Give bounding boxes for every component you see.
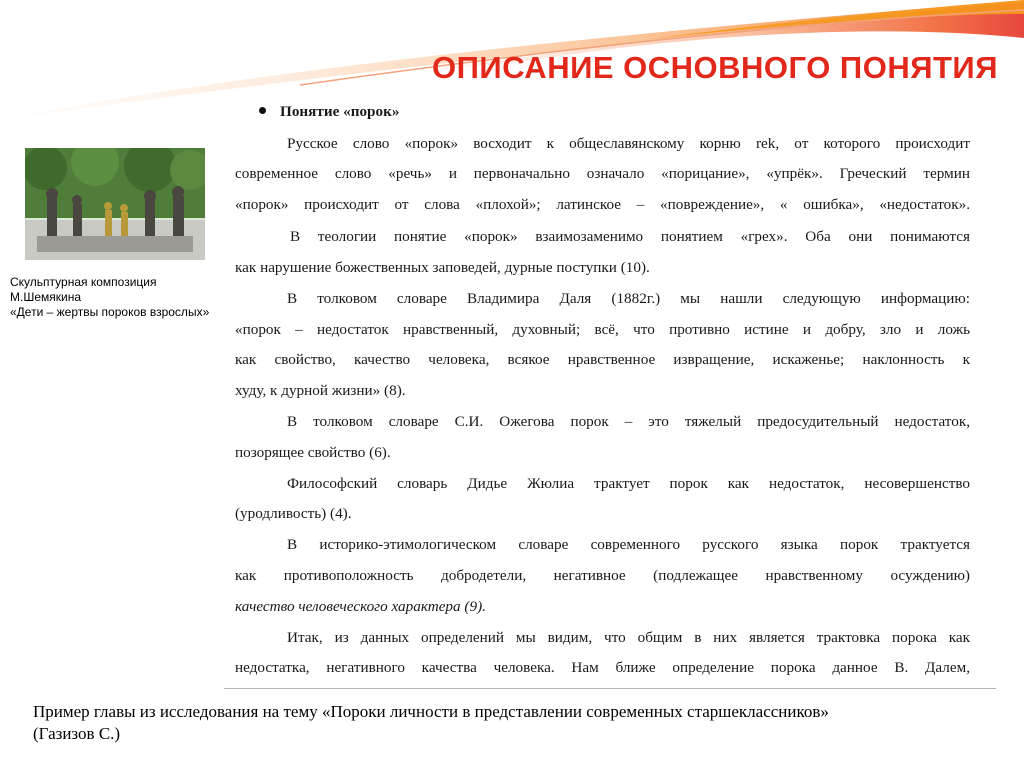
doc-line: как свойство, качество человека, всякое нравственное извращение, искаженье; наклонность к (235, 351, 970, 368)
doc-line: как нарушение божественных заповедей, дурные поступки (10). (235, 259, 650, 276)
footer-line-2: (Газизов С.) (33, 724, 121, 743)
doc-line: «порок – недостаток нравственный, духовный; всё, что противно истине и добру, зло и ложь (235, 321, 970, 338)
caption-line: М.Шемякина (10, 290, 82, 304)
caption-line: Скульптурная композиция (10, 275, 157, 289)
pedestal (37, 236, 193, 252)
doc-line: В толковом словаре Владимира Даля (1882г.) мы нашли следующую информацию: (287, 290, 970, 307)
doc-line: позорящее свойство (6). (235, 444, 391, 461)
bullet-heading (259, 103, 399, 121)
doc-line: В толковом словаре С.И. Ожегова порок – это тяжелый предосудительный недостаток, (287, 413, 970, 430)
doc-line: недостатка, негативного качества человека. Нам ближе определение порока данное В. Далем, (235, 659, 970, 676)
doc-line: (уродливость) (4). (235, 505, 352, 522)
doc-line: Философский словарь Дидье Жюлиа трактует порок как недостаток, несовершенство (287, 475, 970, 492)
doc-line: Русское слово «порок» восходит к общеславянскому корню rek, от которого происходит (287, 135, 970, 152)
doc-line: худу, к дурной жизни» (8). (235, 382, 406, 399)
doc-line: как противоположность добродетели, негативное (подлежащее нравственному осуждению) (235, 567, 970, 584)
separator-line (224, 688, 996, 689)
doc-line: В теологии понятие «порок» взаимозаменимо понятием «грех». Оба они понимаются (290, 228, 970, 245)
bullet-dot (259, 107, 266, 114)
doc-line: современное слово «речь» и первоначально означало «порицание», «упрёк». Греческий термин (235, 165, 970, 182)
bullet-title: Понятие «порок» (280, 103, 400, 120)
doc-line: «порок» происходит от слова «плохой»; латинское – «повреждение», « ошибка», «недостаток». (235, 196, 970, 213)
slide-title: ОПИСАНИЕ ОСНОВНОГО ПОНЯТИЯ (432, 50, 998, 85)
doc-line: В историко-этимологическом словаре современного русского языка порок трактуется (287, 536, 970, 553)
doc-line: Итак, из данных определений мы видим, что общим в них является трактовка порока как (287, 629, 970, 646)
footer-line-1: Пример главы из исследования на тему «Пороки личности в представлении современных старшеклассников» (33, 702, 829, 721)
sculpture-photo (25, 148, 205, 260)
caption-line: «Дети – жертвы пороков взрослых» (10, 305, 210, 319)
doc-line: качество человеческого характера (9). (235, 598, 486, 615)
photo-caption (10, 275, 235, 320)
footer-note (33, 701, 993, 745)
